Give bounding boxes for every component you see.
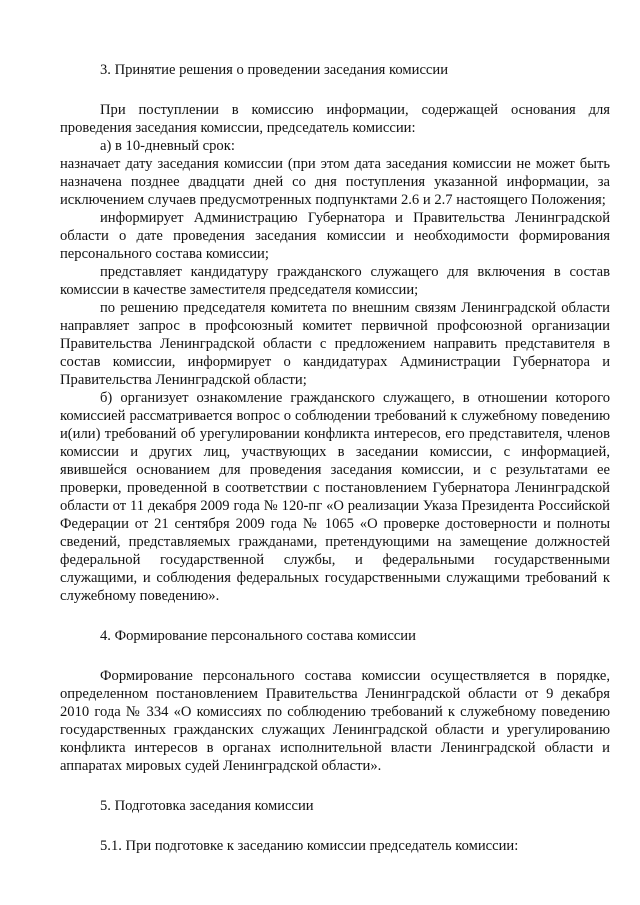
section-4-heading: 4. Формирование персонального состава комиссии bbox=[100, 628, 416, 644]
section-5-heading: 5. Подготовка заседания комиссии bbox=[100, 798, 314, 814]
section-3-item-a-3: представляет кандидатуру гражданского служащего для включения в состав комиссии в качестве заместителя председателя комиссии; bbox=[60, 264, 610, 298]
section-3-item-a-1: назначает дату заседания комиссии (при этом дата заседания комиссии не может быть назначена позднее двадцати дней со дня поступления указанной информации, за исключением случаев предусмотренных подпунктами 2.6 и 2.7 настоящего Положения; bbox=[60, 156, 610, 208]
section-3-heading: 3. Принятие решения о проведении заседания комиссии bbox=[100, 62, 449, 78]
section-4-text: Формирование персонального состава комиссии осуществляется в порядке, определенном постановлением Правительства Ленинградской области от 9 декабря 2010 года № 334 «О комиссиях по соблюдению требований к служебному поведению государственных гражданских служащих Ленинградской области и урегулированию конфликта интересов в органах исполнительной власти Ленинградской области и аппаратах мировых судей Ленинградской области». bbox=[60, 668, 610, 774]
section-3-item-b: б) организует ознакомление гражданского служащего, в отношении которого комиссией рассматривается вопрос о соблюдении требований к служебному поведению и(или) требований об урегулировании конфликта интересов, его представителя, членов комиссии и других лиц, участвующих в заседании комиссии, с информацией, явившейся основанием для проведения заседания комиссии, и с результатами ее проверки, проведенной в соответствии с постановлением Губернатора Ленинградской области от 11 декабря 2009 года № 120-пг «О реализации Указа Президента Российской Федерации от 21 сентября 2009 года № 1065 «О проверке достоверности и полноты сведений, представляемых гражданами, претендующими на замещение должностей федеральной государственной службы, и федеральными государственными служащими, и соблюдения федеральных государственными служащими требований к служебному поведению». bbox=[60, 390, 610, 604]
section-3-item-a-2: информирует Администрацию Губернатора и Правительства Ленинградской области о дате проведения заседания комиссии и необходимости формирования персонального состава комиссии; bbox=[60, 210, 610, 262]
section-5-1: 5.1. При подготовке к заседанию комиссии председатель комиссии: bbox=[100, 838, 519, 854]
section-3-intro: При поступлении в комиссию информации, содержащей основания для проведения заседания комиссии, председатель комиссии: bbox=[60, 102, 610, 136]
section-3-item-a-4: по решению председателя комитета по внешним связям Ленинградской области направляет запрос в профсоюзный комитет первичной профсоюзной организации Правительства Ленинградской области с предложением направить представителя в состав комиссии, информирует о кандидатурах Администрации Губернатора и Правительства Ленинградской области; bbox=[60, 300, 610, 388]
section-3-item-a: а) в 10-дневный срок: bbox=[100, 138, 235, 154]
